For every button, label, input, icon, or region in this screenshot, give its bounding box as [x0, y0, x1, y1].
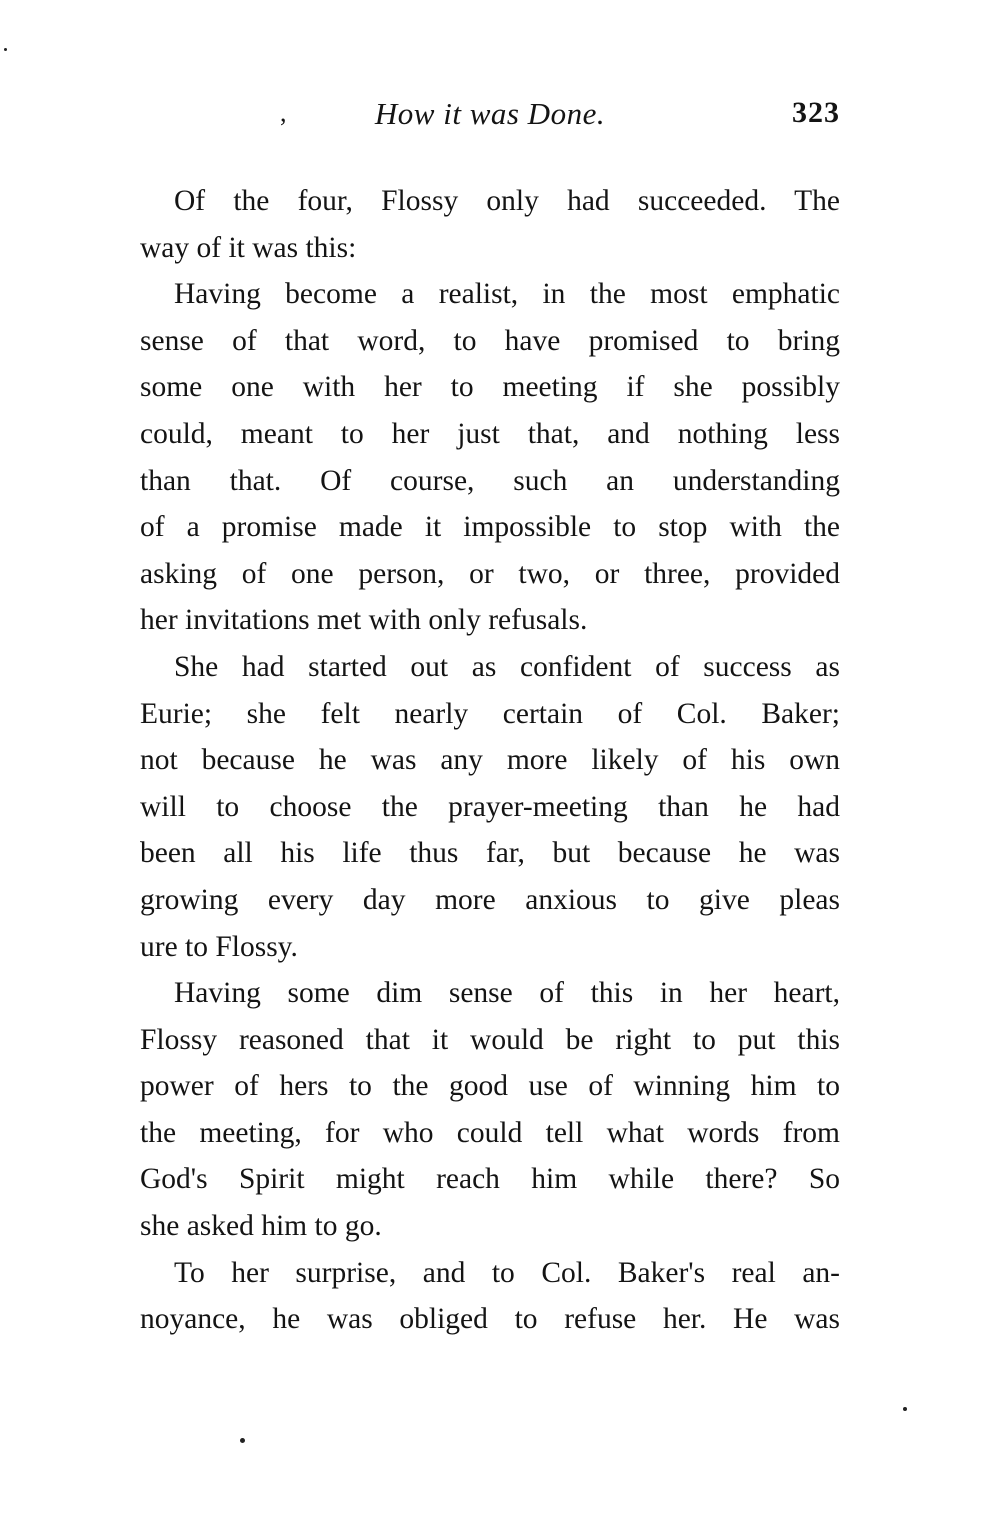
text-line: been all his life thus far, but because he was — [140, 837, 840, 870]
print-speck — [903, 1407, 907, 1411]
text-line: not because he was any more likely of his own — [140, 744, 840, 777]
paragraph-1 — [140, 178, 840, 271]
text-line: Having some dim sense of this in her heart, — [174, 977, 840, 1010]
text-line: She had started out as confident of success as — [174, 650, 840, 683]
text-line: than that. Of course, such an understanding — [140, 464, 840, 497]
text-line: growing every day more anxious to give pleas — [140, 883, 840, 916]
text-line: ure to Flossy. — [140, 930, 298, 963]
text-line: To her surprise, and to Col. Baker's real an- — [174, 1256, 840, 1289]
text-line: power of hers to the good use of winning him to — [140, 1070, 840, 1103]
text-line: of a promise made it impossible to stop with the — [140, 511, 840, 544]
text-line: asking of one person, or two, or three, provided — [140, 557, 840, 590]
running-head-mark: , — [280, 98, 287, 127]
text-line: could, meant to her just that, and nothing less — [140, 417, 840, 450]
text-line: will to choose the prayer-meeting than he had — [140, 790, 840, 823]
paragraph-5 — [140, 1250, 840, 1343]
text-line: way of it was this: — [140, 231, 357, 264]
text-line: Flossy reasoned that it would be right to put this — [140, 1023, 840, 1056]
running-head-title: How it was Done. — [374, 96, 606, 131]
paragraph-4 — [140, 970, 840, 1250]
text-line: noyance, he was obliged to refuse her. He was — [140, 1303, 840, 1336]
paragraph-3 — [140, 644, 840, 970]
text-line: Of the four, Flossy only had succeeded. The — [174, 185, 840, 217]
text-line: some one with her to meeting if she possibly — [140, 371, 840, 404]
text-line: Having become a realist, in the most emphatic — [174, 278, 840, 311]
page-number: 323 — [792, 96, 840, 129]
text-line: Eurie; she felt nearly certain of Col. Baker; — [140, 697, 840, 730]
text-line: God's Spirit might reach him while there? So — [140, 1163, 840, 1196]
print-speck — [4, 48, 7, 51]
print-speck — [240, 1438, 245, 1443]
text-line: sense of that word, to have promised to bring — [140, 324, 840, 357]
text-line: she asked him to go. — [140, 1210, 382, 1243]
paragraph-2 — [140, 271, 840, 644]
text-line: the meeting, for who could tell what words from — [140, 1116, 840, 1149]
text-line: her invitations met with only refusals. — [140, 604, 588, 637]
running-head — [140, 96, 840, 140]
body-text — [140, 178, 840, 1343]
